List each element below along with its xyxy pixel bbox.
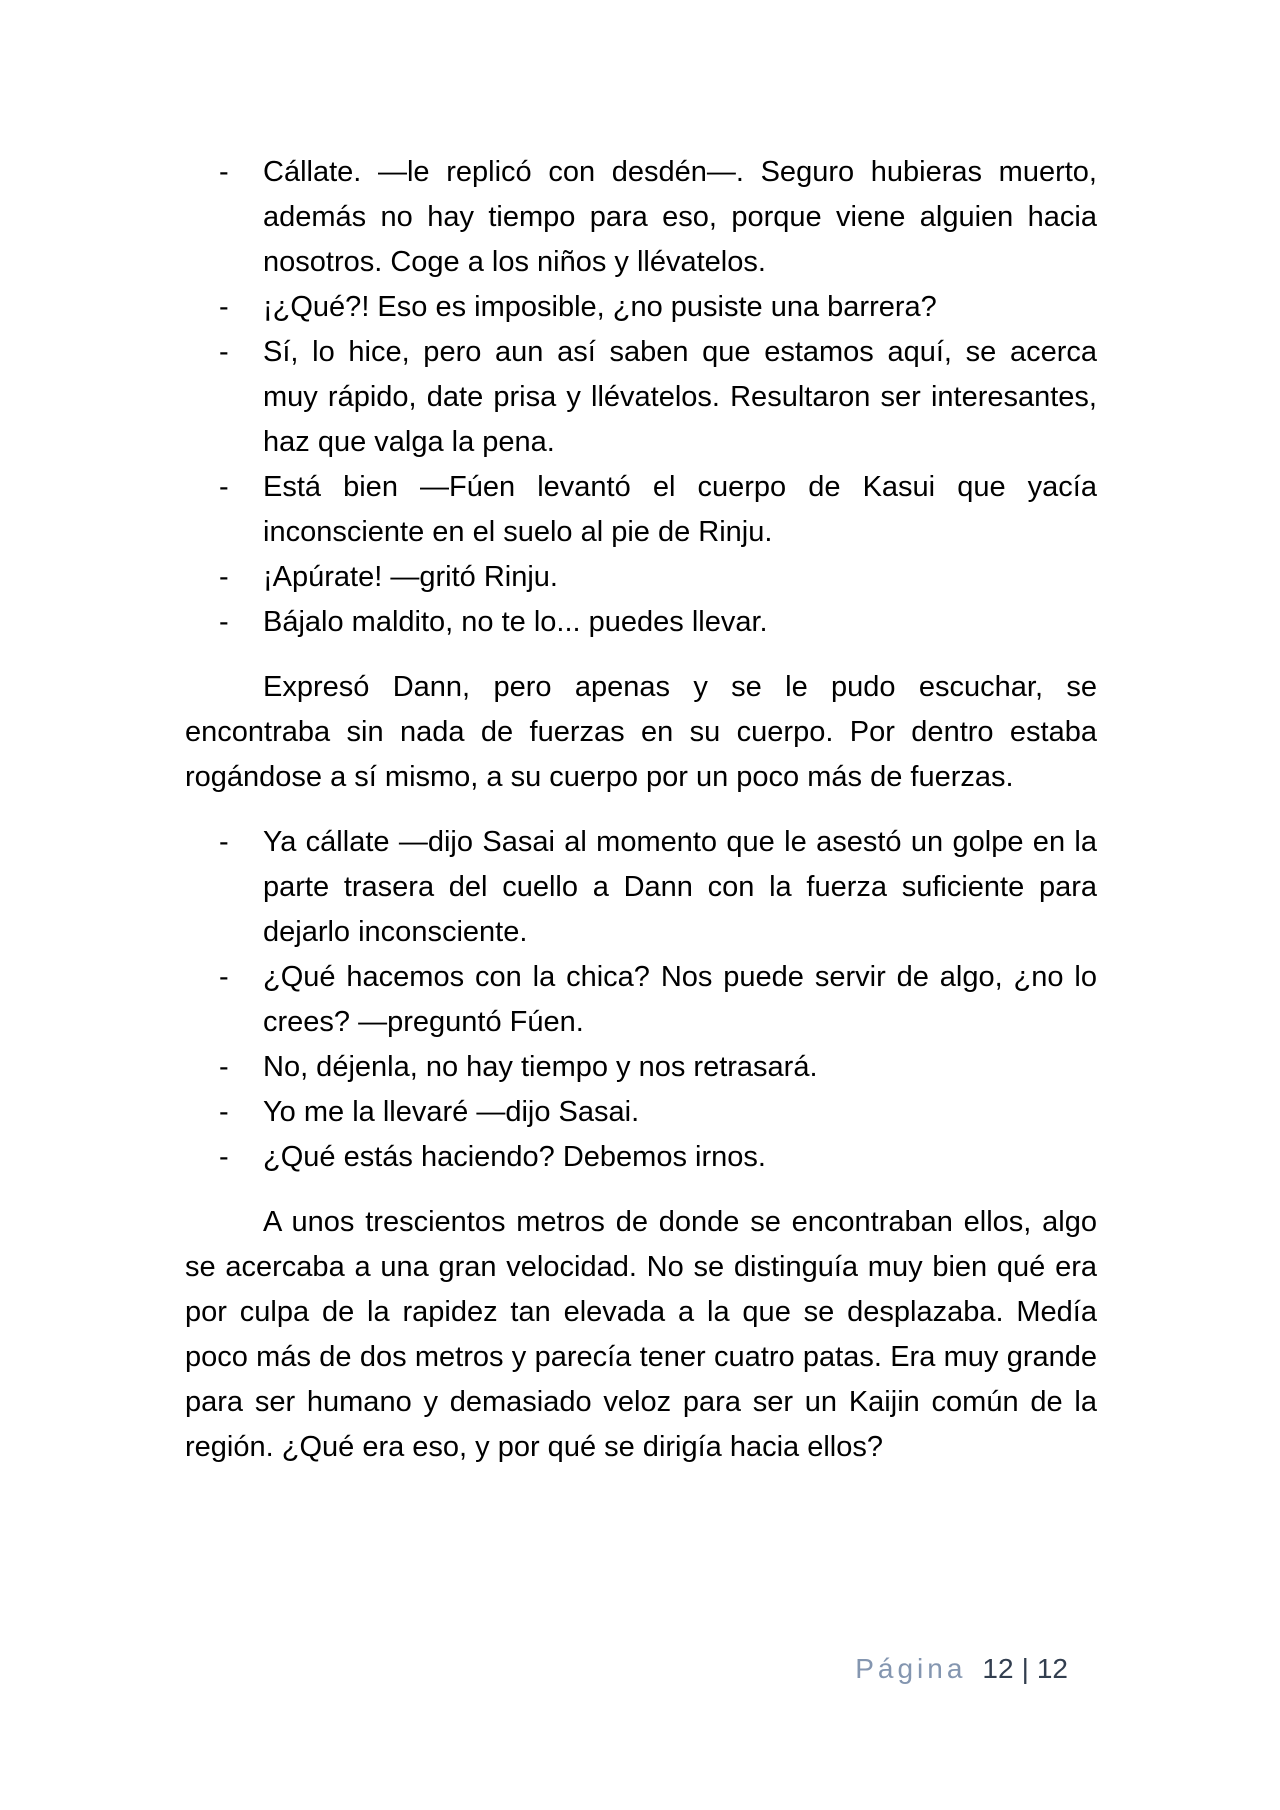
list-item-text: ¿Qué estás haciendo? Debemos irnos. (263, 1141, 766, 1173)
list-item-text: ¿Qué hacemos con la chica? Nos puede servir de algo, ¿no lo crees? —preguntó Fúen. (263, 961, 1097, 1038)
footer-separator: | (1021, 1653, 1029, 1684)
list-item-marker: - (219, 826, 229, 858)
paragraph-1: Expresó Dann, pero apenas y se le pudo escuchar, se encontraba sin nada de fuerzas en su cuerpo. Por dentro estaba rogándose a sí mismo, a su cuerpo por un poco más de fuerzas. (185, 671, 1097, 793)
list-item-marker: - (219, 1141, 229, 1173)
list-item-text: Sí, lo hice, pero aun así saben que estamos aquí, se acerca muy rápido, date prisa y llévatelos. Resultaron ser interesantes, haz que valga la pena. (263, 336, 1097, 458)
page-footer (855, 1652, 1072, 1686)
list-item (185, 330, 1097, 465)
list-item-marker: - (219, 1096, 229, 1128)
list-item-marker: - (219, 561, 229, 593)
list-item-text: Bájalo maldito, no te lo... puedes llevar. (263, 606, 768, 638)
list-item (185, 150, 1097, 285)
list-item-marker: - (219, 156, 229, 188)
list-item (185, 955, 1097, 1045)
list-item-text: ¡¿Qué?! Eso es imposible, ¿no pusiste una barrera? (263, 291, 937, 323)
list-item-text: Yo me la llevaré —dijo Sasai. (263, 1096, 640, 1128)
list-item-marker: - (219, 291, 229, 323)
list-item-text: Ya cállate —dijo Sasai al momento que le asestó un golpe en la parte trasera del cuello a Dann con la fuerza suficiente para dejarlo inconsciente. (263, 826, 1097, 948)
list-item (185, 600, 1097, 645)
paragraph-2: A unos trescientos metros de donde se encontraban ellos, algo se acercaba a una gran velocidad. No se distinguía muy bien qué era por culpa de la rapidez tan elevada a la que se desplazaba. Medía poco más de dos metros y parecía tener cuatro patas. Era muy grande para ser humano y demasiado veloz para ser un Kaijin común de la región. ¿Qué era eso, y por qué se dirigía hacia ellos? (185, 1206, 1097, 1463)
list-item (185, 1090, 1097, 1135)
list-item-marker: - (219, 606, 229, 638)
list-item-text: Está bien —Fúen levantó el cuerpo de Kasui que yacía inconsciente en el suelo al pie de Rinju. (263, 471, 1097, 548)
list-item-text: ¡Apúrate! —gritó Rinju. (263, 561, 558, 593)
footer-page-number (978, 1653, 1072, 1684)
footer-current-page: 12 (982, 1653, 1014, 1684)
list-item (185, 1045, 1097, 1090)
list-item-marker: - (219, 1051, 229, 1083)
footer-page-label: Página (855, 1653, 967, 1684)
list-item-text: No, déjenla, no hay tiempo y nos retrasará. (263, 1051, 818, 1083)
list-item (185, 555, 1097, 600)
list-item-text: Cállate. —le replicó con desdén—. Seguro hubieras muerto, además no hay tiempo para eso, porque viene alguien hacia nosotros. Coge a los niños y llévatelos. (263, 156, 1097, 278)
list-item (185, 820, 1097, 955)
footer-total-pages: 12 (1036, 1653, 1068, 1684)
dialogue-list-2 (185, 820, 1097, 1180)
list-item-marker: - (219, 471, 229, 503)
list-item (185, 1135, 1097, 1180)
dialogue-list-1 (185, 150, 1097, 645)
list-item (185, 285, 1097, 330)
list-item (185, 465, 1097, 555)
list-item-marker: - (219, 961, 229, 993)
list-item-marker: - (219, 336, 229, 368)
